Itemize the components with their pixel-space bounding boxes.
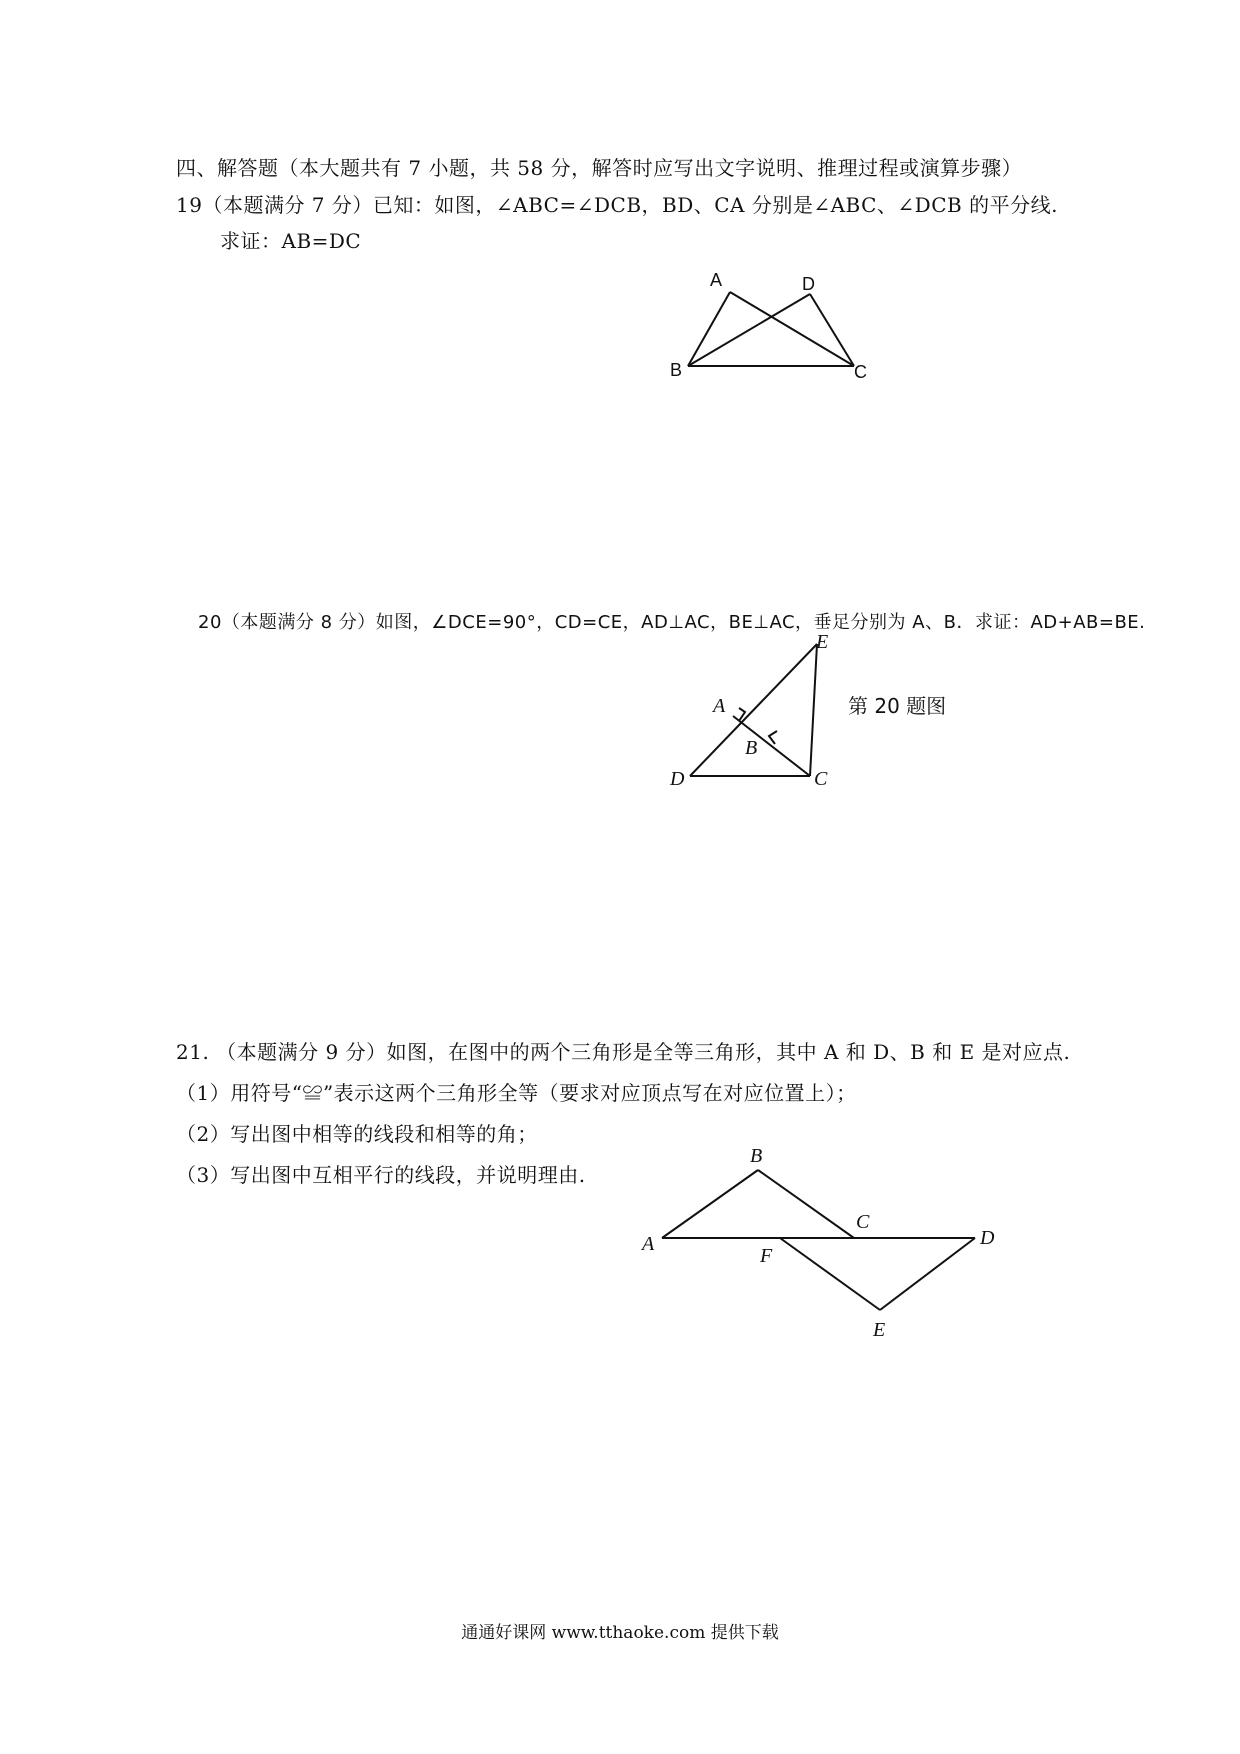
q20-label-C: C <box>814 768 828 790</box>
q21-part-1: （1）用符号“≌”表示这两个三角形全等（要求对应顶点写在对应位置上）； <box>176 1081 857 1105</box>
q20-label-A: A <box>713 695 726 717</box>
q19-label-B: B <box>670 360 683 380</box>
q19-label-D: D <box>802 274 815 294</box>
q21-segment-ED <box>880 1238 975 1310</box>
q19-label-C: C <box>854 362 867 382</box>
q19-stem: 19（本题满分 7 分）已知：如图，∠ABC=∠DCB，BD、CA 分别是∠ABC、∠DCB 的平分线. <box>176 193 1058 217</box>
q21-segment-AB <box>662 1170 758 1238</box>
q21-label-C: C <box>856 1211 870 1233</box>
q21-label-E: E <box>873 1319 886 1341</box>
q21-part-3: （3）写出图中互相平行的线段，并说明理由. <box>176 1163 586 1187</box>
q21-segment-BC <box>758 1170 854 1238</box>
q21-label-F: F <box>760 1245 773 1267</box>
q19-segment-DC <box>810 294 854 366</box>
q21-part-2: （2）写出图中相等的线段和相等的角； <box>176 1122 538 1146</box>
q19-figure <box>660 260 980 400</box>
q20-figure <box>665 631 865 800</box>
page-footer: 通通好课网 www.tthaoke.com 提供下载 <box>461 1623 779 1643</box>
q19-label-A: A <box>710 270 723 290</box>
q20-right-angle-B <box>769 731 777 744</box>
q20-figure-caption: 第 20 题图 <box>848 694 947 718</box>
q20-label-E: E <box>816 631 829 653</box>
q21-label-B: B <box>750 1145 763 1167</box>
q19-prove: 求证：AB=DC <box>220 229 362 253</box>
q21-label-A: A <box>642 1233 655 1255</box>
q21-segment-FE <box>780 1238 880 1310</box>
q19-segment-BD <box>688 294 810 366</box>
q21-label-D: D <box>980 1227 995 1249</box>
q19-segment-AB <box>688 292 730 366</box>
q20-label-B: B <box>745 737 758 759</box>
q20-label-D: D <box>670 768 685 790</box>
q20-stem: 20（本题满分 8 分）如图，∠DCE=90°，CD=CE，AD⊥AC，BE⊥AC，垂足分别为 A、B．求证：AD+AB=BE. <box>198 612 1146 633</box>
q21-figure <box>640 1140 1000 1340</box>
q20-segment-CE <box>810 644 817 776</box>
q19-segment-AC <box>730 292 854 366</box>
q21-stem: 21. （本题满分 9 分）如图，在图中的两个三角形是全等三角形，其中 A 和 D、B 和 E 是对应点. <box>176 1040 1071 1064</box>
section-heading: 四、解答题（本大题共有 7 小题，共 58 分，解答时应写出文字说明、推理过程或演算步骤） <box>176 156 1023 180</box>
